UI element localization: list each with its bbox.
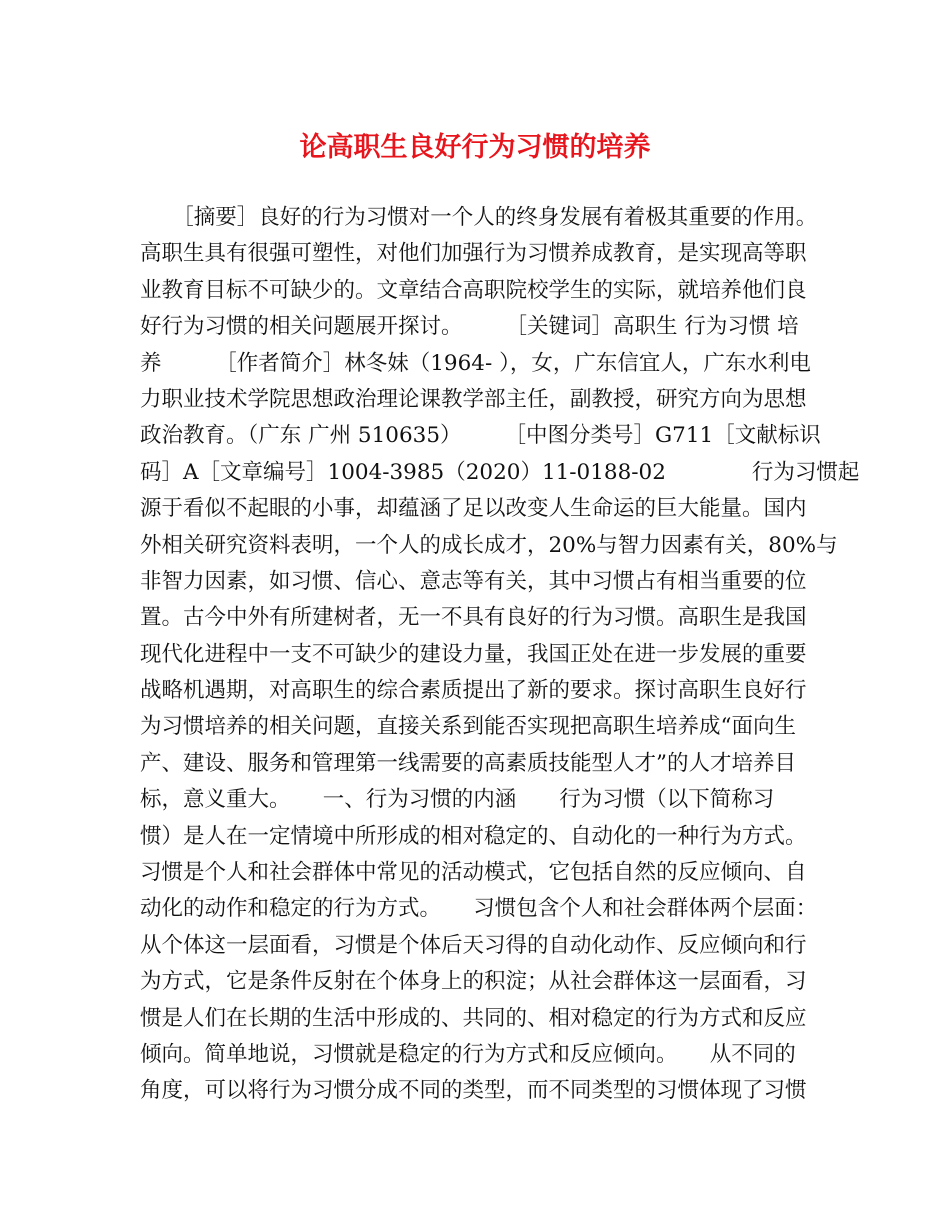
body-line: 力职业技术学院思想政治理论课教学部主任，副教授，研究方向为思想: [140, 386, 807, 412]
body-line: 从个体这一层面看，习惯是个体后天习得的自动化动作、反应倾向和行: [140, 932, 807, 958]
body-line: 源于看似不起眼的小事，却蕴涵了足以改变人生命运的巨大能量。国内: [140, 496, 807, 522]
body-line: 战略机遇期，对高职生的综合素质提出了新的要求。探讨高职生良好行: [140, 678, 807, 704]
body-line: 倾向。简单地说，习惯就是稳定的行为方式和反应倾向。 从不同的: [140, 1041, 796, 1067]
body-line: 养 ［作者简介］林冬妹（1964- ），女，广东信宜人，广东水利电: [140, 350, 811, 376]
body-line: 惯是人们在长期的生活中形成的、共同的、相对稳定的行为方式和反应: [140, 1005, 807, 1031]
body-line: 为方式，它是条件反射在个体身上的积淀；从社会群体这一层面看，习: [140, 969, 807, 995]
body-line: ［摘要］良好的行为习惯对一个人的终身发展有着极其重要的作用。: [140, 205, 818, 230]
body-line: 现代化进程中一支不可缺少的建设力量，我国正处在进一步发展的重要: [140, 641, 807, 667]
body-line: 非智力因素，如习惯、信心、意志等有关，其中习惯占有相当重要的位: [140, 568, 807, 594]
body-line: 高职生具有很强可塑性，对他们加强行为习惯养成教育，是实现高等职: [140, 241, 807, 267]
body-line: 习惯是个人和社会群体中常见的活动模式，它包括自然的反应倾向、自: [140, 860, 807, 886]
body-line: 标，意义重大。 一、行为习惯的内涵 行为习惯（以下简称习: [140, 787, 775, 813]
document-body: [140, 200, 860, 1110]
body-line: 惯）是人在一定情境中所形成的相对稳定的、自动化的一种行为方式。: [140, 823, 807, 849]
body-line: 产、建设、服务和管理第一线需要的高素质技能型人才”的人才培养目: [140, 750, 796, 776]
body-line: 动化的动作和稳定的行为方式。 习惯包含个人和社会群体两个层面：: [140, 896, 818, 922]
body-line: 角度，可以将行为习惯分成不同的类型，而不同类型的习惯体现了习惯: [140, 1078, 807, 1104]
body-line: 码］A［文章编号］1004-3985（2020）11-0188-02 行为习惯起: [140, 459, 860, 485]
body-line: 置。古今中外有所建树者，无一不具有良好的行为习惯。高职生是我国: [140, 605, 807, 631]
document-title: 论高职生良好行为习惯的培养: [299, 132, 651, 163]
body-line: 业教育目标不可缺少的。文章结合高职院校学生的实际，就培养他们良: [140, 277, 807, 303]
body-line: 好行为习惯的相关问题展开探讨。 ［关键词］高职生 行为习惯 培: [140, 314, 799, 340]
body-line: 政治教育。（广东 广州 510635） ［中图分类号］G711［文献标识: [140, 423, 821, 449]
body-line: 外相关研究资料表明，一个人的成长成才，20%与智力因素有关，80%与: [140, 532, 838, 558]
body-line: 为习惯培养的相关问题，直接关系到能否实现把高职生培养成“面向生: [140, 714, 796, 740]
